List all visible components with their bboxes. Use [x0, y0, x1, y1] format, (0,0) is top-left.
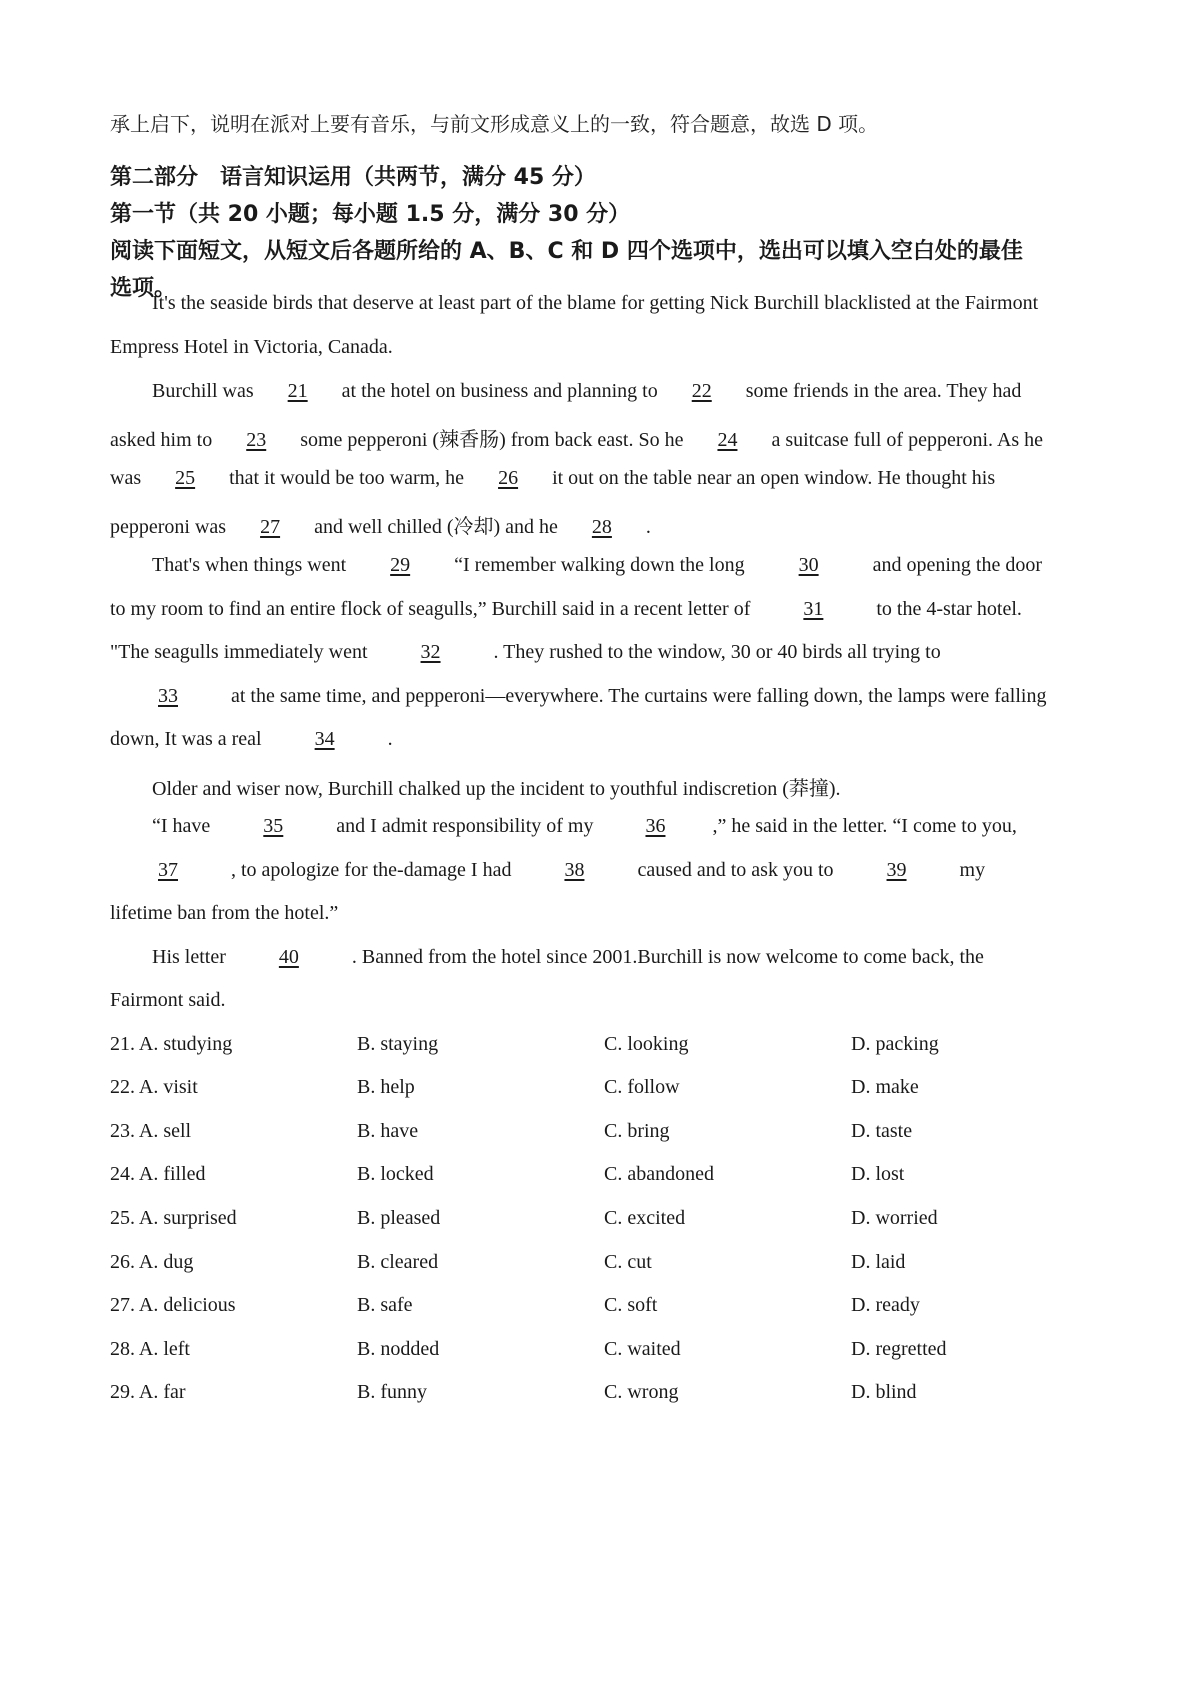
passage-line — [110, 685, 1046, 708]
option-d: D. lost — [851, 1163, 905, 1185]
blank-30: 30 — [798, 554, 819, 576]
passage-text: It's the seaside birds that deserve at least part of the blame for getting Nick Burchill blacklisted at the Fairmont — [152, 292, 1039, 314]
option-b: B. help — [357, 1076, 415, 1098]
passage-text: and opening the door — [867, 554, 1043, 576]
option-c: C. soft — [604, 1294, 658, 1316]
passage-text: to the 4-star hotel. — [871, 598, 1022, 620]
option-b: B. funny — [357, 1381, 427, 1403]
instruction-line-2: 选项。 — [110, 276, 177, 301]
option-b: B. pleased — [357, 1207, 441, 1229]
blank-31: 31 — [803, 598, 824, 620]
option-b: B. safe — [357, 1294, 413, 1316]
passage-text: . Banned from the hotel since 2001.Burchill is now welcome to come back, the — [346, 946, 984, 968]
passage-line — [110, 336, 393, 359]
option-d: D. laid — [851, 1251, 906, 1273]
option-a: 24. A. filled — [110, 1163, 206, 1185]
option-d: D. make — [851, 1076, 919, 1098]
passage-line — [152, 554, 1042, 577]
option-d: D. taste — [851, 1120, 913, 1142]
blank-32: 32 — [420, 641, 441, 663]
passage-line — [110, 641, 941, 664]
passage-text: Burchill was — [152, 380, 259, 402]
passage-text: ,” he said in the letter. “I come to you, — [712, 815, 1017, 837]
passage-text: Empress Hotel in Victoria, Canada. — [110, 336, 393, 358]
option-c: C. abandoned — [604, 1163, 714, 1185]
blank-35: 35 — [263, 815, 284, 837]
passage-line — [110, 598, 1022, 621]
option-a: 27. A. delicious — [110, 1294, 236, 1316]
option-a: 22. A. visit — [110, 1076, 198, 1098]
passage-text: at the hotel on business and planning to — [336, 380, 663, 402]
passage-text: pepperoni was — [110, 516, 232, 538]
previous-answer-explanation: 承上启下，说明在派对上要有音乐，与前文形成意义上的一致，符合题意，故选 D 项。 — [110, 112, 879, 136]
option-b: B. cleared — [357, 1251, 439, 1273]
passage-text: my — [954, 859, 986, 881]
blank-24: 24 — [717, 429, 738, 451]
blank-27: 27 — [260, 516, 281, 538]
passage-text: Older and wiser now, Burchill chalked up the incident to youthful indiscretion (莽撞). — [152, 778, 841, 800]
passage-line — [110, 902, 338, 925]
option-d: D. blind — [851, 1381, 917, 1403]
passage-line — [110, 859, 985, 882]
option-d: D. packing — [851, 1033, 939, 1055]
passage-text: “I have — [152, 815, 216, 837]
passage-text: asked him to — [110, 429, 218, 451]
passage-line — [110, 423, 1043, 452]
option-c: C. follow — [604, 1076, 680, 1098]
passage-text: a suitcase full of pepperoni. As he — [766, 429, 1044, 451]
blank-40: 40 — [278, 946, 299, 968]
passage-text: “I remember walking down the long — [449, 554, 750, 576]
blank-23: 23 — [246, 429, 267, 451]
option-a: 28. A. left — [110, 1338, 190, 1360]
passage-text: was — [110, 467, 147, 489]
blank-39: 39 — [886, 859, 907, 881]
instruction-line-1: 阅读下面短文，从短文后各题所给的 A、B、C 和 D 四个选项中，选出可以填入空白处的最佳 — [110, 239, 1023, 264]
passage-line — [152, 292, 1038, 315]
section-heading: 第一节（共 20 小题；每小题 1.5 分，满分 30 分） — [110, 202, 631, 227]
blank-21: 21 — [287, 380, 308, 402]
option-a: 26. A. dug — [110, 1251, 194, 1273]
passage-text: to my room to find an entire flock of seagulls,” Burchill said in a recent letter of — [110, 598, 756, 620]
passage-line — [152, 380, 1021, 403]
option-a: 23. A. sell — [110, 1120, 192, 1142]
option-a: 25. A. surprised — [110, 1207, 237, 1229]
option-c: C. cut — [604, 1251, 652, 1273]
passage-text: at the same time, and pepperoni—everywhere. The curtains were falling down, the lamps were falling — [226, 685, 1047, 707]
option-b: B. locked — [357, 1163, 434, 1185]
passage-text: and I admit responsibility of my — [331, 815, 599, 837]
option-c: C. waited — [604, 1338, 681, 1360]
blank-34: 34 — [314, 728, 335, 750]
passage-text: His letter — [152, 946, 231, 968]
blank-28: 28 — [591, 516, 612, 538]
option-b: B. have — [357, 1120, 419, 1142]
passage-text: and well chilled (冷却) and he — [309, 516, 563, 538]
option-b: B. staying — [357, 1033, 439, 1055]
passage-text: That's when things went — [152, 554, 352, 576]
passage-line — [110, 989, 226, 1012]
passage-line — [110, 728, 393, 751]
blank-36: 36 — [645, 815, 666, 837]
blank-33: 33 — [158, 685, 178, 707]
passage-line — [152, 946, 984, 969]
passage-text: caused and to ask you to — [632, 859, 839, 881]
blank-37: 37 — [158, 859, 178, 881]
passage-text: some pepperoni (辣香肠) from back east. So he — [295, 429, 689, 451]
passage-text: . — [640, 516, 651, 538]
part-heading: 第二部分 语言知识运用（共两节，满分 45 分） — [110, 165, 596, 190]
option-c: C. looking — [604, 1033, 689, 1055]
option-a: 21. A. studying — [110, 1033, 233, 1055]
passage-line — [152, 772, 841, 801]
passage-line — [152, 815, 1017, 838]
passage-text: some friends in the area. They had — [740, 380, 1022, 402]
passage-line — [110, 467, 995, 490]
passage-text: that it would be too warm, he — [224, 467, 470, 489]
blank-25: 25 — [175, 467, 196, 489]
option-c: C. bring — [604, 1120, 670, 1142]
blank-22: 22 — [691, 380, 712, 402]
passage-text: lifetime ban from the hotel.” — [110, 902, 339, 924]
passage-text: . — [382, 728, 393, 750]
passage-text: it out on the table near an open window. He thought his — [547, 467, 996, 489]
option-d: D. regretted — [851, 1338, 947, 1360]
passage-text: down, It was a real — [110, 728, 267, 750]
passage-text: "The seagulls immediately went — [110, 641, 373, 663]
option-d: D. ready — [851, 1294, 920, 1316]
option-c: C. wrong — [604, 1381, 679, 1403]
passage-text: . They rushed to the window, 30 or 40 birds all trying to — [488, 641, 941, 663]
passage-text: , to apologize for the-damage I had — [226, 859, 517, 881]
option-c: C. excited — [604, 1207, 686, 1229]
blank-26: 26 — [498, 467, 519, 489]
blank-29: 29 — [390, 554, 411, 576]
passage-text: Fairmont said. — [110, 989, 226, 1011]
blank-38: 38 — [564, 859, 585, 881]
passage-line — [110, 510, 651, 539]
option-a: 29. A. far — [110, 1381, 186, 1403]
option-b: B. nodded — [357, 1338, 440, 1360]
option-d: D. worried — [851, 1207, 938, 1229]
